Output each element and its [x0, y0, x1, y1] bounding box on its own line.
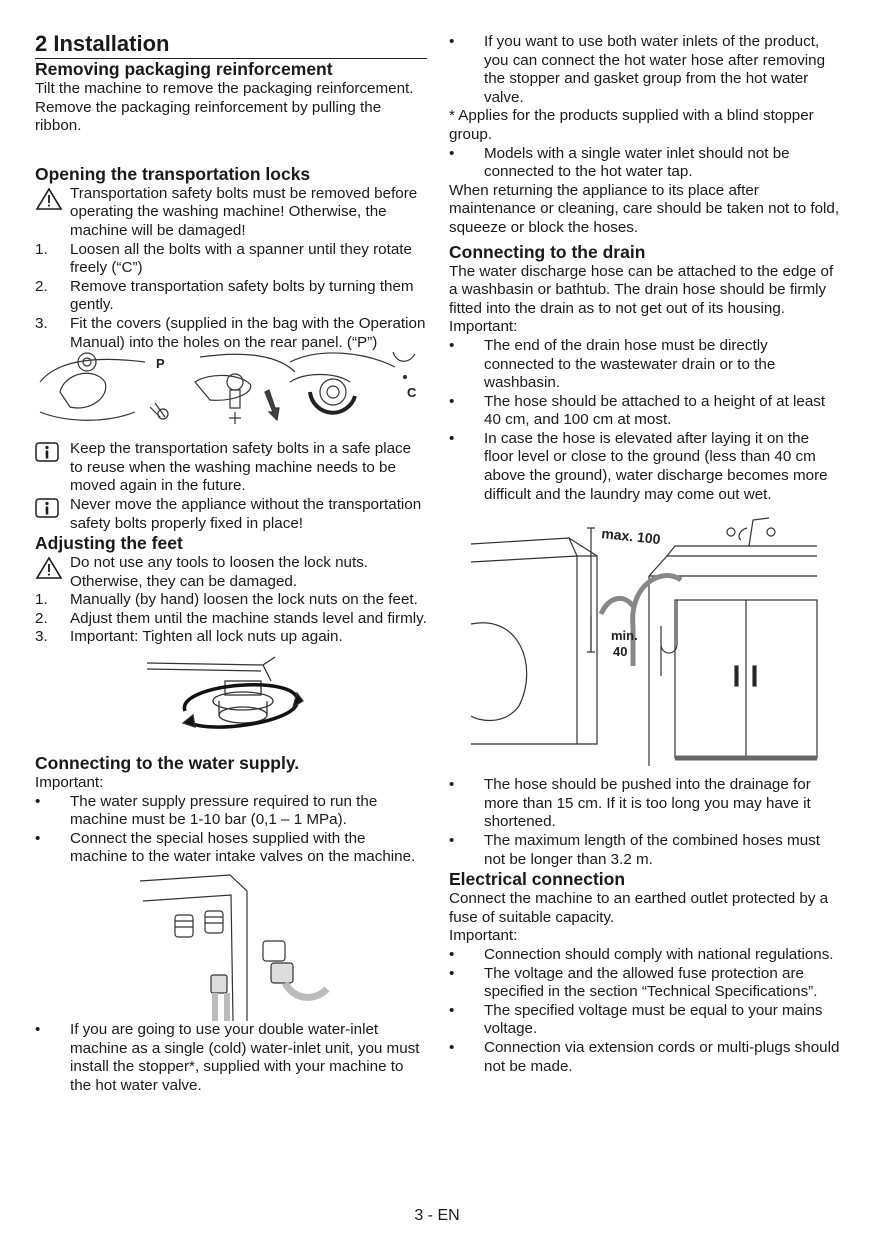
locks-warning-text: Transportation safety bolts must be removed before operating the washing machine! Otherwise, the machine will be damaged!	[70, 184, 418, 239]
drain-bullets	[449, 337, 841, 504]
list-item: • If you want to use both water inlets of the product, you can connect the hot water hose after removing the stopper and gasket group from the hot water valve.	[449, 33, 826, 106]
water-inlet-figure	[35, 871, 427, 1021]
info-icon	[35, 498, 59, 524]
figure-label-min-value: 40	[613, 644, 628, 660]
list-item: • Connection should comply with national regulations.	[449, 946, 834, 963]
info-note-1-text: Keep the transportation safety bolts in a safe place to reuse when the washing machine needs to be moved again in the future.	[70, 440, 412, 495]
packaging-heading: Removing packaging reinforcement	[35, 59, 333, 79]
water-bullets-2	[35, 1021, 427, 1095]
transport-bolts-figure	[35, 352, 427, 434]
page-number: 3 - EN	[414, 1207, 460, 1224]
figure-label-p: P	[156, 356, 165, 372]
water-heading: Connecting to the water supply.	[35, 753, 300, 774]
hot-water-bullets	[449, 33, 841, 107]
list-item: • The specified voltage must be equal to your mains voltage.	[449, 1001, 823, 1038]
list-item: 3. Fit the covers (supplied in the bag with the Operation Manual) into the holes on the rear panel. (“P”)	[35, 314, 426, 351]
warning-icon	[35, 556, 63, 586]
info-note-1	[35, 440, 427, 496]
feet-heading: Adjusting the feet	[35, 533, 183, 554]
info-note-2	[35, 496, 427, 533]
footnote: * Applies for the products supplied with a blind stopper group.	[449, 107, 814, 143]
list-item: 2. Remove transportation safety bolts by turning them gently.	[35, 277, 414, 314]
drain-heading: Connecting to the drain	[449, 241, 646, 262]
electrical-text: Connect the machine to an earthed outlet protected by a fuse of suitable capacity.	[449, 890, 829, 926]
list-item: • If you are going to use your double water-inlet machine as a single (cold) water-inlet unit, you must install the stopper*, supplied with your machine to the hot water valve.	[35, 1021, 420, 1094]
info-icon	[35, 442, 59, 468]
drain-hose-figure	[449, 516, 841, 770]
figure-label-c: C	[407, 385, 417, 401]
list-item: • The maximum length of the combined hoses must not be longer than 3.2 m.	[449, 832, 820, 868]
list-item: • The end of the drain hose must be directly connected to the wastewater drain or to the washbasin.	[449, 336, 776, 392]
list-item: • Connection via extension cords or multi-plugs should not be made.	[449, 1038, 840, 1075]
adjustable-foot-figure	[35, 653, 427, 745]
list-item: • The hose should be pushed into the drainage for more than 15 cm. If it is too long you may have it shortened.	[449, 776, 811, 831]
figure-label-min: min.	[611, 628, 638, 644]
water-important: Important:	[35, 774, 104, 792]
drain-bullets-2	[449, 776, 841, 869]
list-item: • The water supply pressure required to run the machine must be 1-10 bar (0,1 – 1 MPa).	[35, 792, 378, 829]
electrical-important: Important:	[449, 927, 518, 945]
returning-text: When returning the appliance to its place after maintenance or cleaning, care should be taken not to fold, squeeze or block the hoses.	[449, 181, 840, 236]
locks-heading: Opening the transportation locks	[35, 163, 311, 184]
warning-icon	[35, 187, 63, 217]
left-column	[35, 30, 427, 1095]
drain-text: The water discharge hose can be attached to the edge of a washbasin or bathtub. The drain hose should be firmly fitted into the drain as to not get out of its housing.	[449, 262, 834, 317]
drain-important: Important:	[449, 318, 518, 336]
list-item: 2. Adjust them until the machine stands level and firmly.	[35, 609, 427, 627]
locks-warning	[35, 185, 427, 241]
section-title: 2 Installation	[35, 30, 427, 59]
list-item: • The hose should be attached to a height of at least 40 cm, and 100 cm at most.	[449, 392, 826, 429]
feet-warning-text: Do not use any tools to loosen the lock nuts. Otherwise, they can be damaged.	[70, 554, 369, 590]
right-column	[449, 33, 841, 1076]
packaging-text: Tilt the machine to remove the packaging reinforcement. Remove the packaging reinforcement by pulling the ribbon.	[35, 80, 414, 135]
list-item: 1. Loosen all the bolts with a spanner until they rotate freely (“C”)	[35, 240, 412, 277]
single-inlet-bullets	[449, 145, 841, 182]
locks-steps	[35, 241, 427, 353]
list-item: 1. Manually (by hand) loosen the lock nuts on the feet.	[35, 591, 418, 609]
water-bullets	[35, 793, 427, 867]
info-note-2-text: Never move the appliance without the transportation safety bolts properly fixed in place!	[70, 495, 422, 532]
figure-label-max: max. 100	[600, 525, 662, 548]
list-item: • The voltage and the allowed fuse protection are specified in the section “Technical Specifications”.	[449, 964, 818, 1001]
feet-warning	[35, 554, 427, 591]
feet-steps	[35, 591, 427, 647]
list-item: 3. Important: Tighten all lock nuts up again.	[35, 628, 343, 646]
electrical-heading: Electrical connection	[449, 869, 626, 890]
list-item: • Models with a single water inlet should not be connected to the hot water tap.	[449, 144, 790, 181]
list-item: • In case the hose is elevated after laying it on the floor level or close to the ground (less than 40 cm above the ground), water discharge becomes more difficult and the laundry may come out wet.	[449, 429, 828, 503]
list-item: • Connect the special hoses supplied with the machine to the water intake valves on the machine.	[35, 829, 416, 866]
electrical-bullets	[449, 946, 841, 1076]
